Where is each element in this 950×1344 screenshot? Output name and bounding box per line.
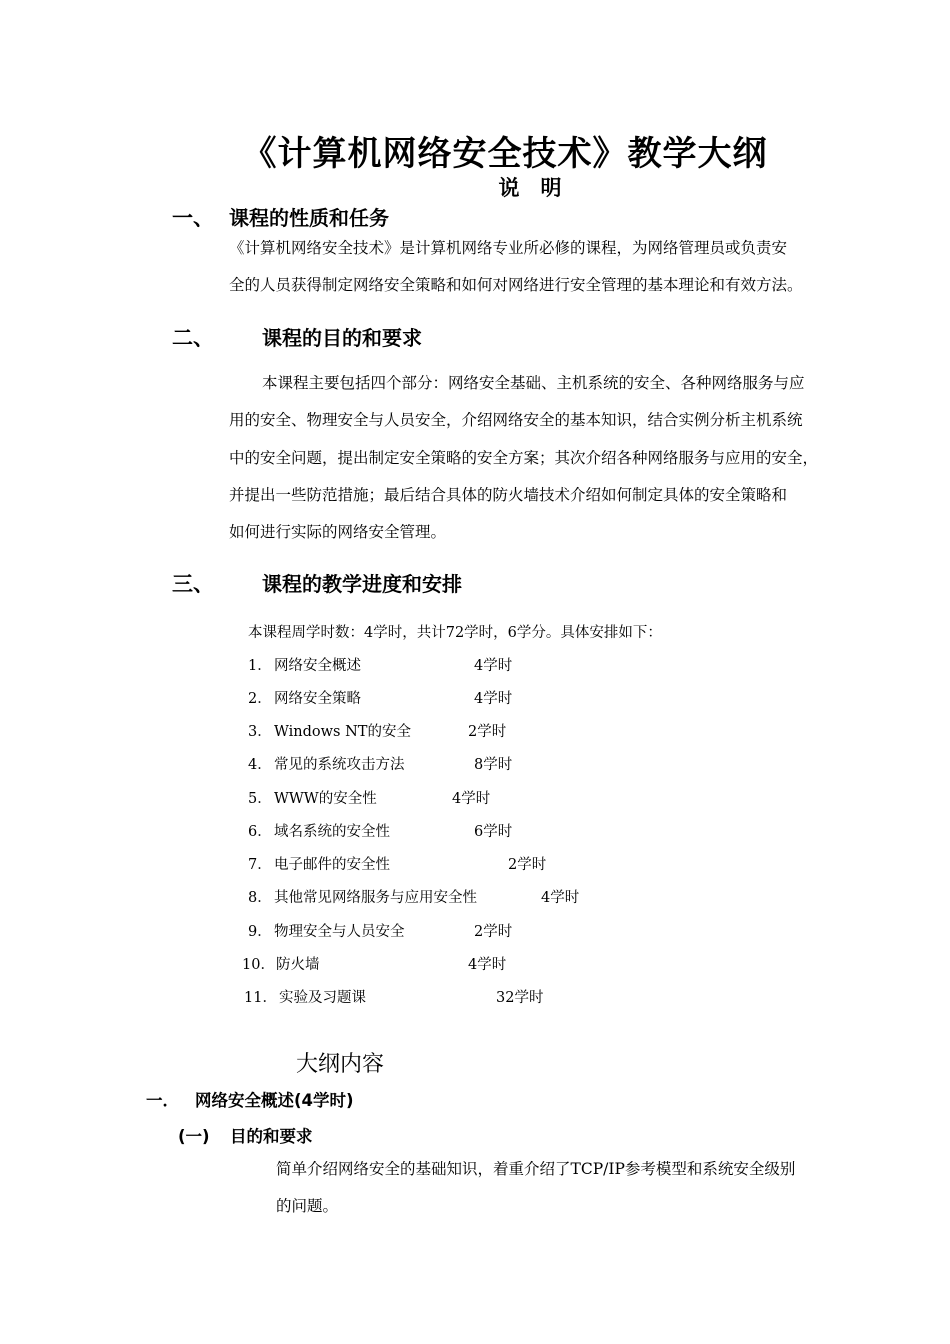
chapter-title: 网络安全概述(4学时): [195, 1091, 354, 1110]
section-3-heading: 课程的教学进度和安排: [262, 572, 462, 596]
schedule-item-no: 7．: [248, 857, 272, 873]
section-2-line-4: 并提出一些防范措施；最后结合具体的防火墙技术介绍如何制定具体的安全策略和: [229, 486, 788, 504]
section-1-line-1: 《计算机网络安全技术》是计算机网络专业所必修的课程，为网络管理员或负责安: [229, 239, 788, 257]
schedule-item-name: 电子邮件的安全性: [274, 857, 390, 873]
schedule-item-hours: 2学时: [474, 924, 513, 940]
schedule-item-no: 9．: [248, 924, 272, 940]
schedule-item-name: 实验及习题课: [279, 990, 366, 1006]
schedule-item-no: 4．: [248, 757, 272, 773]
section-2-line-1: 本课程主要包括四个部分：网络安全基础、主机系统的安全、各种网络服务与应: [262, 374, 805, 392]
schedule-item-hours: 2学时: [508, 857, 547, 873]
section-2-line-2: 用的安全、物理安全与人员安全，介绍网络安全的基本知识，结合实例分析主机系统: [229, 411, 803, 429]
schedule-item-no: 2．: [248, 691, 272, 707]
schedule-item-hours: 2学时: [468, 724, 507, 740]
section-2-heading: 课程的目的和要求: [262, 326, 422, 350]
schedule-item-hours: 4学时: [452, 791, 491, 807]
chapter-number: 一．: [146, 1091, 179, 1110]
subsection-number: (一): [178, 1127, 210, 1146]
outline-title: 大纲内容: [296, 1052, 385, 1077]
schedule-item-no: 11．: [244, 990, 277, 1006]
section-1-heading: 课程的性质和任务: [229, 206, 389, 230]
section-2-line-5: 如何进行实际的网络安全管理。: [229, 523, 447, 541]
section-1-number: 一、: [172, 206, 214, 230]
section-2-number: 二、: [172, 326, 214, 350]
document-subtitle: 说 明: [498, 176, 562, 200]
outline-line-1: 简单介绍网络安全的基础知识，着重介绍了TCP/IP参考模型和系统安全级别: [276, 1160, 796, 1178]
schedule-item-no: 10．: [242, 957, 275, 973]
schedule-item-no: 5．: [248, 791, 272, 807]
schedule-item-no: 1．: [248, 658, 272, 674]
schedule-item-name: 防火墙: [276, 957, 320, 973]
section-1-line-2: 全的人员获得制定网络安全策略和如何对网络进行安全管理的基本理论和有效方法。: [229, 276, 803, 294]
schedule-intro: 本课程周学时数：4学时，共计72学时，6学分。具体安排如下：: [248, 625, 662, 641]
schedule-item-no: 3．: [248, 724, 272, 740]
schedule-item-hours: 4学时: [541, 890, 580, 906]
schedule-item-name: WWW的安全性: [274, 791, 377, 807]
schedule-item-hours: 8学时: [474, 757, 513, 773]
document-title: 《计算机网络安全技术》教学大纲: [242, 134, 768, 174]
section-2-line-3: 中的安全问题，提出制定安全策略的安全方案；其次介绍各种网络服务与应用的安全，: [229, 449, 819, 467]
schedule-item-hours: 32学时: [496, 990, 544, 1006]
schedule-item-name: Windows NT的安全: [274, 724, 411, 740]
schedule-item-hours: 6学时: [474, 824, 513, 840]
section-3-number: 三、: [172, 572, 214, 596]
schedule-item-name: 常见的系统攻击方法: [274, 757, 405, 773]
schedule-item-hours: 4学时: [474, 658, 513, 674]
schedule-item-name: 物理安全与人员安全: [274, 924, 405, 940]
schedule-item-no: 8．: [248, 890, 272, 906]
schedule-item-hours: 4学时: [468, 957, 507, 973]
schedule-item-name: 网络安全概述: [274, 658, 361, 674]
outline-line-2: 的问题。: [276, 1197, 339, 1215]
schedule-item-no: 6．: [248, 824, 272, 840]
schedule-item-name: 其他常见网络服务与应用安全性: [274, 890, 477, 906]
schedule-item-name: 网络安全策略: [274, 691, 361, 707]
schedule-item-hours: 4学时: [474, 691, 513, 707]
subsection-title: 目的和要求: [230, 1127, 313, 1146]
schedule-item-name: 域名系统的安全性: [274, 824, 390, 840]
